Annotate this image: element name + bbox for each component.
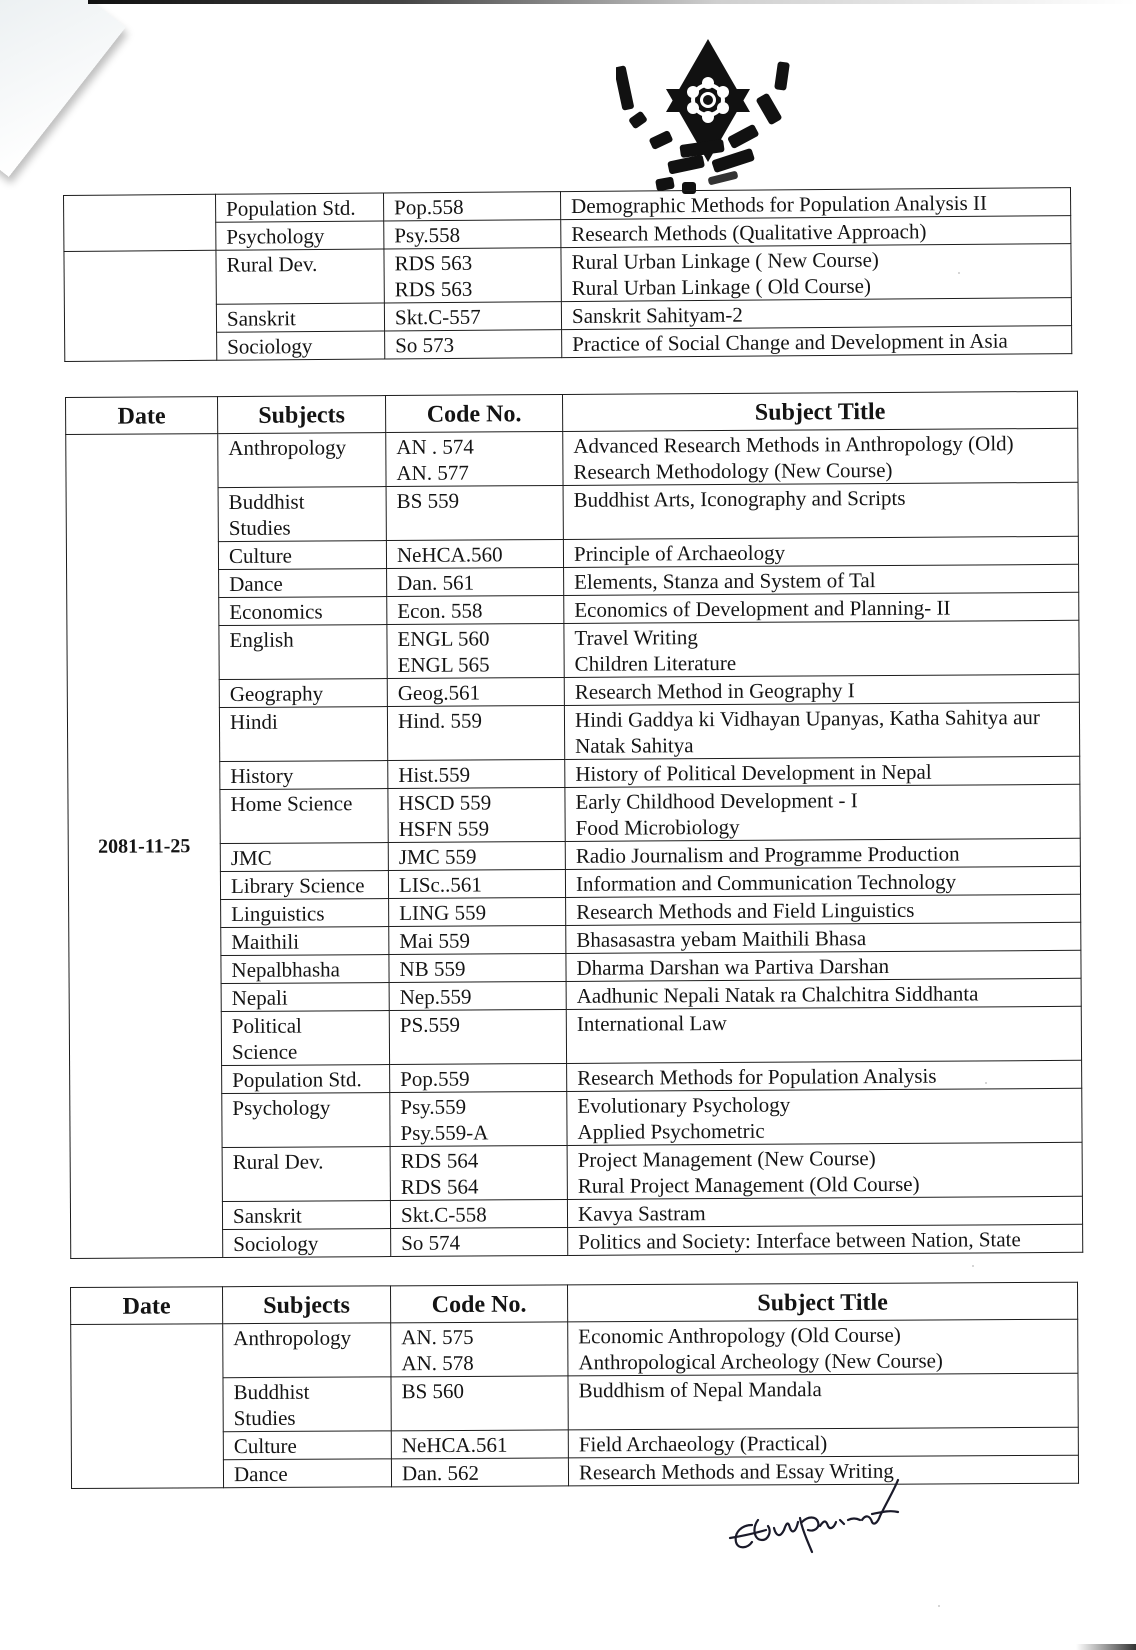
subject-title-cell	[566, 894, 1081, 925]
subject-cell	[222, 1201, 390, 1230]
code-cell	[390, 1145, 567, 1200]
table-row	[69, 1006, 1081, 1066]
code-cell	[391, 1227, 568, 1256]
course-code: Dan. 562	[401, 1460, 480, 1486]
course-code: RDS 564	[400, 1148, 479, 1173]
subject-cell	[221, 1011, 389, 1066]
subject-cell	[216, 221, 384, 250]
table-row	[67, 620, 1079, 680]
subject-title: Natak Sahitya	[575, 733, 694, 758]
subject-cell	[220, 761, 388, 790]
course-code: Mai 559	[399, 928, 470, 953]
subject-title-cell	[564, 674, 1079, 705]
subject-title: Anthropological Archeology (New Course)	[578, 1348, 943, 1375]
course-code: AN. 577	[396, 460, 469, 485]
header-code: Code No.	[390, 1285, 567, 1323]
signature	[722, 1470, 942, 1565]
subject-title-cell	[568, 1373, 1078, 1430]
code-cell	[388, 787, 565, 842]
table-row	[66, 428, 1078, 488]
subject-name: Rural Dev.	[232, 1149, 324, 1174]
subject-title: Sanskrit Sahityam-2	[571, 302, 743, 329]
subject-cell	[219, 679, 387, 708]
course-code: ENGL 560	[397, 626, 490, 651]
course-code: NeHCA.561	[401, 1432, 508, 1458]
course-code: RDS 563	[394, 250, 473, 276]
handwritten-signature-icon	[722, 1470, 942, 1565]
subject-title-cell	[565, 838, 1080, 869]
subject-cell	[218, 433, 386, 488]
subject-cell	[216, 303, 384, 332]
subject-cell	[218, 487, 386, 542]
code-cell	[391, 1322, 568, 1377]
subject-cell	[223, 1377, 391, 1432]
subject-title-cell	[566, 1006, 1081, 1063]
table-header-row	[71, 1282, 1078, 1324]
code-cell	[388, 759, 565, 788]
subject-title: Field Archaeology (Practical)	[578, 1431, 828, 1457]
subject-name: JMC	[230, 845, 272, 870]
code-cell	[390, 1091, 567, 1146]
page-top-edge-shadow	[88, 0, 1136, 4]
subject-name: Library Science	[230, 873, 365, 898]
subject-title: Project Management (New Course)	[577, 1146, 876, 1172]
subject-title: Kavya Sastram	[577, 1201, 706, 1226]
subject-title: Demographic Methods for Population Analysis II	[571, 190, 988, 219]
subject-title-cell	[563, 428, 1078, 485]
subject-name: Home Science	[230, 791, 353, 816]
subject-title-cell	[564, 702, 1079, 759]
course-code: So 573	[395, 332, 455, 358]
subject-title: Economics of Development and Planning- II	[574, 595, 951, 622]
scan-speck	[985, 1082, 987, 1084]
course-code: HSFN 559	[398, 816, 490, 841]
code-cell	[389, 897, 566, 926]
course-code: Psy.559-A	[400, 1120, 489, 1145]
subject-name: Buddhist	[233, 1379, 310, 1405]
table-row	[70, 1142, 1082, 1202]
course-code: Econ. 558	[397, 598, 483, 623]
course-code: RDS 563	[394, 276, 473, 302]
header-subjects: Subjects	[223, 1286, 391, 1324]
subject-cell	[223, 1459, 391, 1488]
subject-title-cell	[567, 1142, 1082, 1199]
code-cell	[391, 1458, 568, 1487]
subject-title-cell	[566, 922, 1081, 953]
subject-name: Nepalbhasha	[231, 957, 341, 982]
subject-title: International Law	[576, 1010, 727, 1036]
subject-cell	[220, 789, 388, 844]
code-cell	[391, 1430, 568, 1459]
course-code: HSCD 559	[398, 790, 492, 815]
subject-cell	[219, 707, 387, 762]
subject-cell	[219, 625, 387, 680]
subject-title-cell	[560, 188, 1070, 220]
table-body	[66, 428, 1083, 1258]
subject-name: Dance	[229, 571, 283, 597]
subject-cell	[217, 331, 385, 360]
code-cell	[384, 302, 561, 331]
scan-speck	[938, 1605, 940, 1607]
subject-title: Rural Urban Linkage ( Old Course)	[571, 273, 872, 301]
subject-title: Early Childhood Development - I	[575, 788, 858, 814]
subject-title: Children Literature	[574, 650, 737, 676]
course-code: LING 559	[399, 900, 487, 925]
header-date: Date	[71, 1287, 223, 1325]
page-corner-fold	[0, 0, 126, 177]
exam-schedule-table-main	[65, 391, 1083, 1259]
course-code: LISc..561	[398, 872, 482, 897]
page-bottom-edge-shadow	[1076, 1644, 1136, 1650]
subject-cell	[223, 1323, 391, 1378]
subject-title: Politics and Society: Interface between Nation, State	[578, 1227, 1021, 1254]
subject-name: Linguistics	[231, 901, 325, 926]
subject-name: Psychology	[226, 223, 325, 249]
subject-name: Anthropology	[228, 435, 347, 461]
code-cell	[387, 567, 564, 596]
subject-cell	[221, 955, 389, 984]
subject-name: Hindi	[229, 709, 278, 734]
code-cell	[389, 953, 566, 982]
subject-name: Sanskrit	[226, 306, 296, 331]
code-cell	[389, 1009, 566, 1064]
subject-cell	[218, 541, 386, 570]
subject-cell	[223, 1431, 391, 1460]
course-code: Dan. 561	[397, 570, 475, 595]
course-code: NeHCA.560	[396, 542, 503, 567]
table-row	[71, 1319, 1078, 1378]
subject-title: Research Methods and Field Linguistics	[576, 897, 915, 924]
subject-title: Travel Writing	[574, 625, 698, 650]
university-star-seal-icon	[616, 34, 800, 204]
code-cell	[386, 485, 563, 540]
code-cell	[387, 705, 564, 760]
subject-name: Culture	[233, 1433, 297, 1459]
code-cell	[390, 1199, 567, 1228]
scan-speck	[972, 1265, 974, 1267]
course-code: Geog.561	[397, 680, 481, 705]
subject-name: Studies	[228, 515, 291, 541]
subject-title: History of Political Development in Nepal	[575, 759, 932, 786]
subject-cell	[216, 249, 384, 304]
subject-title: Research Method in Geography I	[574, 678, 855, 704]
subject-cell	[220, 871, 388, 900]
subject-title-cell	[566, 950, 1081, 981]
subject-name: Sociology	[233, 1231, 319, 1256]
subject-title: Buddhism of Nepal Mandala	[578, 1377, 822, 1403]
university-seal	[616, 34, 800, 204]
subject-cell	[215, 193, 383, 222]
subject-title-cell	[564, 620, 1079, 677]
subject-cell	[220, 843, 388, 872]
subject-title: Elements, Stanza and System of Tal	[574, 568, 876, 594]
table-row	[66, 482, 1078, 542]
subject-title: Principle of Archaeology	[573, 540, 786, 566]
course-code: Psy.559	[400, 1094, 467, 1119]
course-code: JMC 559	[398, 844, 477, 869]
table-body	[64, 188, 1072, 362]
code-cell	[387, 677, 564, 706]
table-row	[71, 1224, 1083, 1258]
subject-name: Sociology	[227, 334, 313, 359]
table-row	[67, 702, 1079, 762]
subject-name: Studies	[233, 1405, 296, 1431]
table-body	[71, 1319, 1079, 1488]
subject-title: Economic Anthropology (Old Course)	[578, 1322, 901, 1349]
exam-date-cell	[64, 194, 216, 251]
subject-title-cell	[568, 1224, 1083, 1255]
subject-name: Psychology	[232, 1095, 331, 1120]
code-cell	[389, 925, 566, 954]
subject-title: Research Methods (Qualitative Approach)	[571, 219, 927, 247]
course-code: AN. 575	[401, 1324, 474, 1350]
subject-cell	[222, 1065, 390, 1094]
subject-cell	[223, 1229, 391, 1258]
subject-cell	[221, 927, 389, 956]
exam-date-cell	[71, 1324, 224, 1489]
code-cell	[387, 595, 564, 624]
exam-schedule-table-next	[70, 1282, 1079, 1489]
course-code: So 574	[401, 1230, 461, 1255]
table-row	[70, 1088, 1082, 1148]
subject-title: Research Methodology (New Course)	[573, 457, 893, 484]
subject-title: Rural Project Management (Old Course)	[577, 1171, 920, 1198]
subject-name: Geography	[229, 681, 324, 706]
header-subject-title: Subject Title	[567, 1282, 1077, 1322]
subject-title: Hindi Gaddya ki Vidhayan Upanyas, Katha Sahitya aur	[574, 705, 1040, 732]
subject-name: Nepali	[231, 985, 288, 1010]
table-row	[68, 784, 1080, 844]
header-subject-title: Subject Title	[562, 391, 1077, 431]
course-code: Psy.558	[394, 222, 461, 248]
table-row	[64, 244, 1071, 306]
subject-name: Science	[231, 1039, 298, 1064]
subject-title: Dharma Darshan wa Partiva Darshan	[576, 953, 890, 980]
course-code: Hist.559	[398, 762, 471, 787]
subject-name: Dance	[233, 1461, 288, 1487]
course-code: NB 559	[399, 956, 466, 981]
subject-name: Political	[231, 1013, 302, 1038]
subject-name: Economics	[229, 599, 323, 625]
course-code: Skt.C-557	[394, 304, 481, 330]
course-code: RDS 564	[400, 1174, 479, 1199]
subject-name: Population Std.	[232, 1067, 362, 1092]
subject-title-cell	[563, 482, 1078, 539]
code-cell	[388, 841, 565, 870]
code-cell	[384, 248, 561, 303]
subject-title-cell	[567, 1088, 1082, 1145]
course-code: ENGL 565	[397, 652, 490, 677]
subject-name: Rural Dev.	[226, 252, 318, 277]
subject-name: Population Std.	[226, 195, 356, 221]
subject-title: Aadhunic Nepali Natak ra Chalchitra Siddhanta	[576, 981, 979, 1008]
subject-name: English	[229, 627, 294, 652]
header-code: Code No.	[385, 394, 562, 432]
code-cell	[383, 192, 560, 221]
subject-cell	[219, 569, 387, 598]
subject-title-cell	[561, 298, 1071, 330]
subject-title-cell	[564, 592, 1079, 623]
subject-title: Buddhist Arts, Iconography and Scripts	[573, 485, 906, 512]
code-cell	[389, 981, 566, 1010]
exam-date-cell: 2081-11-25	[66, 434, 223, 1259]
header-date: Date	[66, 397, 218, 435]
subject-title: Practice of Social Change and Development in Asia	[572, 328, 1008, 357]
subject-name: Buddhist	[228, 489, 305, 515]
course-code: AN. 578	[401, 1350, 474, 1376]
code-cell	[388, 869, 565, 898]
subject-title: Food Microbiology	[575, 814, 740, 840]
subject-title-cell	[567, 1196, 1082, 1227]
subject-title-cell	[561, 244, 1071, 302]
subject-title: Research Methods for Population Analysis	[577, 1063, 937, 1090]
code-cell	[386, 431, 563, 486]
exam-schedule-table-continued	[63, 187, 1072, 362]
code-cell	[385, 330, 562, 359]
subject-title-cell	[563, 536, 1078, 567]
code-cell	[384, 220, 561, 249]
subject-title-cell	[562, 326, 1072, 358]
subject-cell	[221, 983, 389, 1012]
code-cell	[387, 623, 564, 678]
course-code: Skt.C-558	[400, 1202, 487, 1227]
code-cell	[390, 1063, 567, 1092]
exam-date-cell	[64, 250, 217, 361]
subject-title-cell	[566, 978, 1081, 1009]
subject-name: History	[230, 763, 294, 788]
course-code: Pop.559	[400, 1066, 470, 1091]
course-code: Hind. 559	[397, 708, 483, 733]
subject-title: Research Methods and Essay Writing	[578, 1458, 894, 1485]
subject-name: Culture	[228, 543, 293, 569]
subject-title: Advanced Research Methods in Anthropology (Old)	[573, 431, 1014, 458]
subject-cell	[222, 1093, 390, 1148]
code-cell	[386, 539, 563, 568]
subject-cell	[219, 597, 387, 626]
table-header-row	[66, 391, 1078, 434]
course-code: Nep.559	[399, 984, 472, 1009]
subject-title-cell	[568, 1319, 1078, 1376]
subject-cell	[221, 899, 389, 928]
subject-title: Information and Communication Technology	[575, 869, 957, 896]
subject-title-cell	[564, 564, 1079, 595]
subject-title: Evolutionary Psychology	[577, 1092, 791, 1118]
course-code: BS 560	[401, 1378, 465, 1404]
subject-title: Rural Urban Linkage ( New Course)	[571, 247, 879, 275]
subject-title: Applied Psychometric	[577, 1118, 765, 1144]
subject-title-cell	[565, 866, 1080, 897]
course-code: PS.559	[399, 1012, 461, 1037]
subject-name: Sanskrit	[232, 1203, 302, 1228]
code-cell	[391, 1376, 568, 1431]
subject-name: Maithili	[231, 929, 300, 954]
course-code: BS 559	[396, 488, 460, 513]
subject-title-cell	[567, 1060, 1082, 1091]
subject-title: Bhasasastra yebam Maithili Bhasa	[576, 926, 867, 952]
subject-title-cell	[565, 756, 1080, 787]
course-code: Pop.558	[394, 194, 464, 220]
subject-name: Anthropology	[233, 1325, 352, 1351]
subject-title-cell	[565, 784, 1080, 841]
header-subjects: Subjects	[218, 396, 386, 434]
subject-title-cell	[561, 216, 1071, 248]
subject-title-cell	[568, 1427, 1078, 1458]
course-code: AN . 574	[396, 434, 474, 459]
subject-title: Radio Journalism and Programme Production	[575, 841, 960, 868]
scan-speck	[958, 272, 960, 274]
subject-cell	[222, 1147, 390, 1202]
